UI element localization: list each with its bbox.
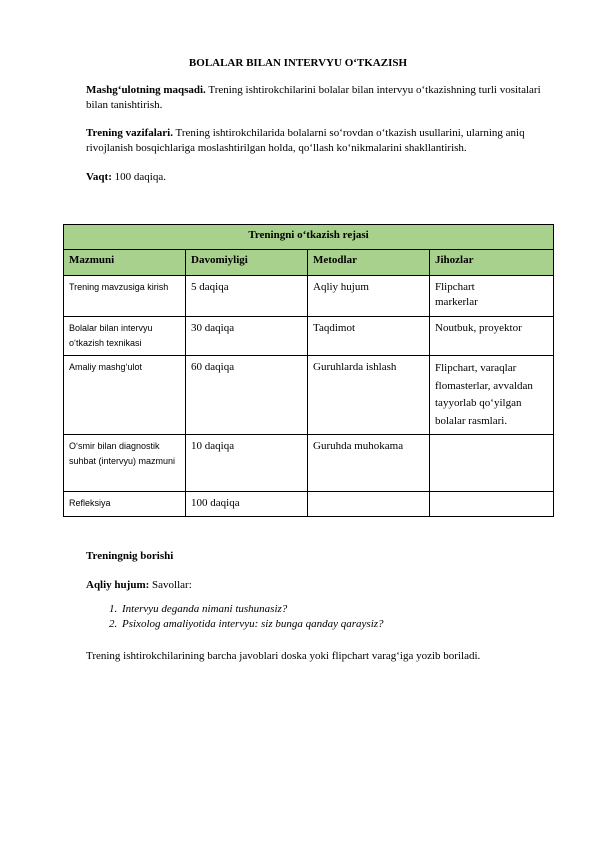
goal-text: Trening ishtirokchilarini bolalar bilan intervyu o‘tkazishning turli vositalari bilan tanishtirish.	[86, 84, 541, 111]
plan-table	[63, 224, 554, 517]
goal-paragraph	[86, 83, 546, 112]
row-content: Trening mavzusiga kirish	[64, 276, 186, 317]
table-row	[64, 435, 554, 492]
table-row	[64, 356, 554, 435]
row-method: Guruhlarda ishlash	[308, 356, 430, 435]
row-content: Refleksiya	[64, 492, 186, 517]
row-method: Taqdimot	[308, 317, 430, 356]
questions-list	[102, 602, 550, 631]
document-title: BOLALAR BILAN INTERVYU O‘TKAZISH	[188, 57, 408, 69]
row-method: Aqliy hujum	[308, 276, 430, 317]
equipment-line: Flipchart	[435, 281, 475, 293]
table-row	[64, 276, 554, 317]
row-equipment: Flipchart, varaqlar flomasterlar, avvaldan tayyorlab qo‘yilgan bolalar rasmlari.	[430, 356, 554, 435]
equipment-line: markerlar	[435, 295, 478, 308]
course-heading: Treningnig borishi	[86, 550, 174, 562]
row-duration: 100 daqiqa	[186, 492, 308, 517]
row-equipment	[430, 435, 554, 492]
tasks-text: Trening ishtirokchilarida bolalarni so‘rovdan o‘tkazish usullarini, ularning aniq rivojlanish bosqichlariga moslashtirilgan holda, qo‘llash ko‘nikmalarini shakllantirish.	[86, 127, 525, 154]
row-method: Guruhda muhokama	[308, 435, 430, 492]
row-equipment: Noutbuk, proyektor	[430, 317, 554, 356]
row-duration: 5 daqiqa	[186, 276, 308, 317]
row-equipment	[430, 492, 554, 517]
tasks-paragraph	[86, 126, 546, 155]
header-equipment: Jihozlar	[430, 250, 554, 276]
row-duration: 60 daqiqa	[186, 356, 308, 435]
brainstorm-label: Aqliy hujum:	[86, 579, 150, 591]
row-duration: 30 daqiqa	[186, 317, 308, 356]
list-item: 2. Psixolog amaliyotida intervyu: siz bunga qanday qaraysiz?	[120, 617, 550, 632]
row-duration: 10 daqiqa	[186, 435, 308, 492]
header-content: Mazmuni	[64, 250, 186, 276]
row-content: O‘smir bilan diagnostik suhbat (intervyu) mazmuni	[64, 435, 186, 492]
row-content: Bolalar bilan intervyu o‘tkazish texnikasi	[64, 317, 186, 356]
table-row	[64, 492, 554, 517]
goal-label: Mashg‘ulotning maqsadi.	[86, 84, 206, 96]
table-row	[64, 317, 554, 356]
closing-paragraph: Trening ishtirokchilarining barcha javoblari doska yoki flipchart varag‘iga yozib boriladi.	[86, 650, 481, 662]
time-paragraph	[86, 170, 546, 185]
tasks-label: Trening vazifalari.	[86, 127, 173, 139]
header-duration: Davomiyligi	[186, 250, 308, 276]
row-equipment	[430, 276, 554, 317]
time-text: 100 daqiqa.	[111, 171, 166, 183]
row-content: Amaliy mashg‘ulot	[64, 356, 186, 435]
brainstorm-paragraph	[86, 578, 546, 593]
header-methods: Metodlar	[308, 250, 430, 276]
list-item: 1. Intervyu deganda nimani tushunasiz?	[120, 602, 550, 617]
row-method	[308, 492, 430, 517]
brainstorm-text: Savollar:	[149, 579, 192, 591]
time-label: Vaqt:	[86, 171, 112, 183]
plan-table-caption: Treningni o‘tkazish rejasi	[64, 225, 554, 250]
